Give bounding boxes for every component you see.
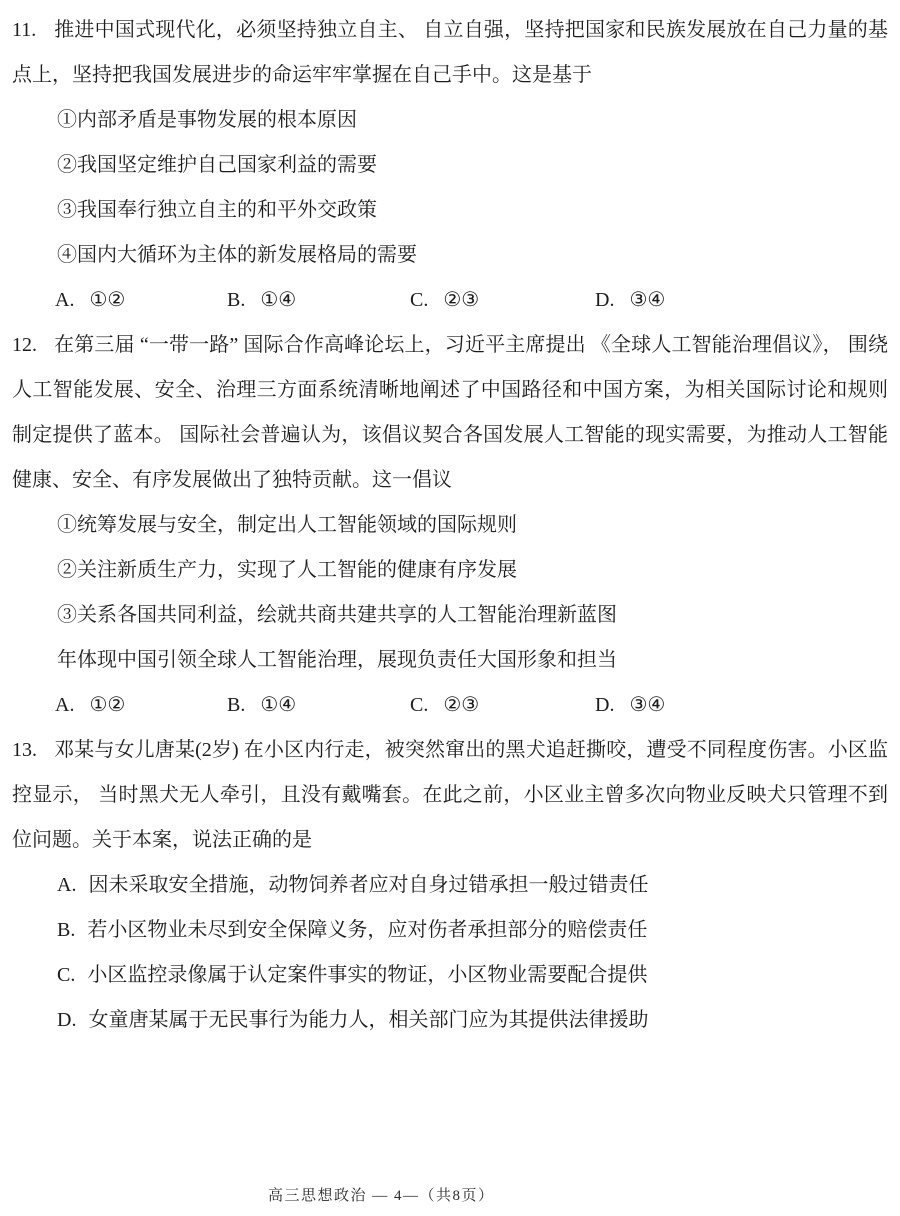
choice-value: ②③ (443, 694, 480, 716)
question-11-choice-d (595, 278, 665, 323)
choice-label: B. (57, 919, 76, 941)
choice-label: A. (55, 694, 75, 716)
question-12-choice-c (410, 683, 479, 728)
question-12-choices (12, 683, 888, 728)
question-11-stem-text: 推进中国式现代化，必须坚持独立自主、 自立自强，坚持把国家和民族发展放在自己力量的基点上，坚持把我国发展进步的命运牢牢掌握在自己手中。这是基于 (12, 19, 888, 86)
choice-label: D. (595, 694, 615, 716)
question-11-choice-c (410, 278, 479, 323)
question-12 (12, 323, 888, 728)
choice-value: ③④ (629, 694, 666, 716)
choice-label: C. (410, 289, 429, 311)
question-12-statement-4: 年体现中国引领全球人工智能治理，展现负责任大国形象和担当 (57, 649, 617, 671)
choice-value: ①② (89, 289, 126, 311)
page-footer (268, 1184, 495, 1205)
question-11-statement-1: ①内部矛盾是事物发展的根本原因 (57, 109, 357, 131)
question-11-choice-a (55, 278, 125, 323)
question-13-number: 13. (12, 739, 37, 761)
choice-value: ①④ (260, 289, 297, 311)
choice-value: 小区监控录像属于认定案件事实的物证，小区物业需要配合提供 (87, 964, 648, 986)
choice-value: 因未采取安全措施，动物饲养者应对自身过错承担一般过错责任 (88, 874, 649, 896)
question-13-choice-d (57, 998, 888, 1043)
question-13-choice-b (57, 908, 888, 953)
question-11-statement-2: ②我国坚定维护自己国家利益的需要 (57, 154, 377, 176)
question-12-statement-1: ①统筹发展与安全，制定出人工智能领域的国际规则 (57, 514, 517, 536)
question-12-choice-a (55, 683, 125, 728)
question-12-statement-3: ③关系各国共同利益，绘就共商共建共享的人工智能治理新蓝图 (57, 604, 617, 626)
choice-value: 女童唐某属于无民事行为能力人，相关部门应为其提供法律援助 (88, 1009, 649, 1031)
question-11-statement-4: ④国内大循环为主体的新发展格局的需要 (57, 244, 417, 266)
choice-value: ②③ (443, 289, 480, 311)
choice-label: A. (57, 874, 77, 896)
page-footer-text: 高三思想政治 — 4—（共8页） (268, 1188, 495, 1204)
question-12-stem-text: 在第三届 “一带一路” 国际合作高峰论坛上，习近平主席提出 《全球人工智能治理倡议》， 围绕人工智能发展、安全、治理三方面系统清晰地阐述了中国路径和中国方案，为相关国际讨论和规则制定提供了蓝本。 国际社会普遍认为，该倡议契合各国发展人工智能的现实需要，为推动人工智能健康、安全、有序发展做出了独特贡献。这一倡议 (12, 334, 888, 491)
choice-label: D. (57, 1009, 77, 1031)
choice-label: D. (595, 289, 615, 311)
choice-value: 若小区物业未尽到安全保障义务，应对伤者承担部分的赔偿责任 (87, 919, 648, 941)
choice-label: B. (227, 289, 246, 311)
question-13-choice-a (57, 863, 888, 908)
choice-label: C. (410, 694, 429, 716)
question-11-number: 11. (12, 19, 37, 41)
question-11-choice-b (227, 278, 296, 323)
choice-label: A. (55, 289, 75, 311)
question-11 (12, 8, 888, 323)
question-13 (12, 728, 888, 1043)
choice-label: B. (227, 694, 246, 716)
choice-value: ①② (89, 694, 126, 716)
choice-label: C. (57, 964, 76, 986)
question-12-choice-b (227, 683, 296, 728)
choice-value: ③④ (629, 289, 666, 311)
question-12-stem (12, 323, 888, 503)
question-12-choice-d (595, 683, 665, 728)
question-13-stem (12, 728, 888, 863)
question-11-statement-3: ③我国奉行独立自主的和平外交政策 (57, 199, 377, 221)
question-13-choice-c (57, 953, 888, 998)
question-12-number: 12. (12, 334, 37, 356)
choice-value: ①④ (260, 694, 297, 716)
question-12-statement-2: ②关注新质生产力，实现了人工智能的健康有序发展 (57, 559, 517, 581)
question-13-stem-text: 邓某与女儿唐某(2岁) 在小区内行走，被突然窜出的黑犬追赶撕咬，遭受不同程度伤害。小区监控显示， 当时黑犬无人牵引，且没有戴嘴套。在此之前，小区业主曾多次向物业反映犬只管理不到位问题。关于本案，说法正确的是 (12, 739, 888, 851)
question-11-stem (12, 8, 888, 98)
question-11-choices (12, 278, 888, 323)
